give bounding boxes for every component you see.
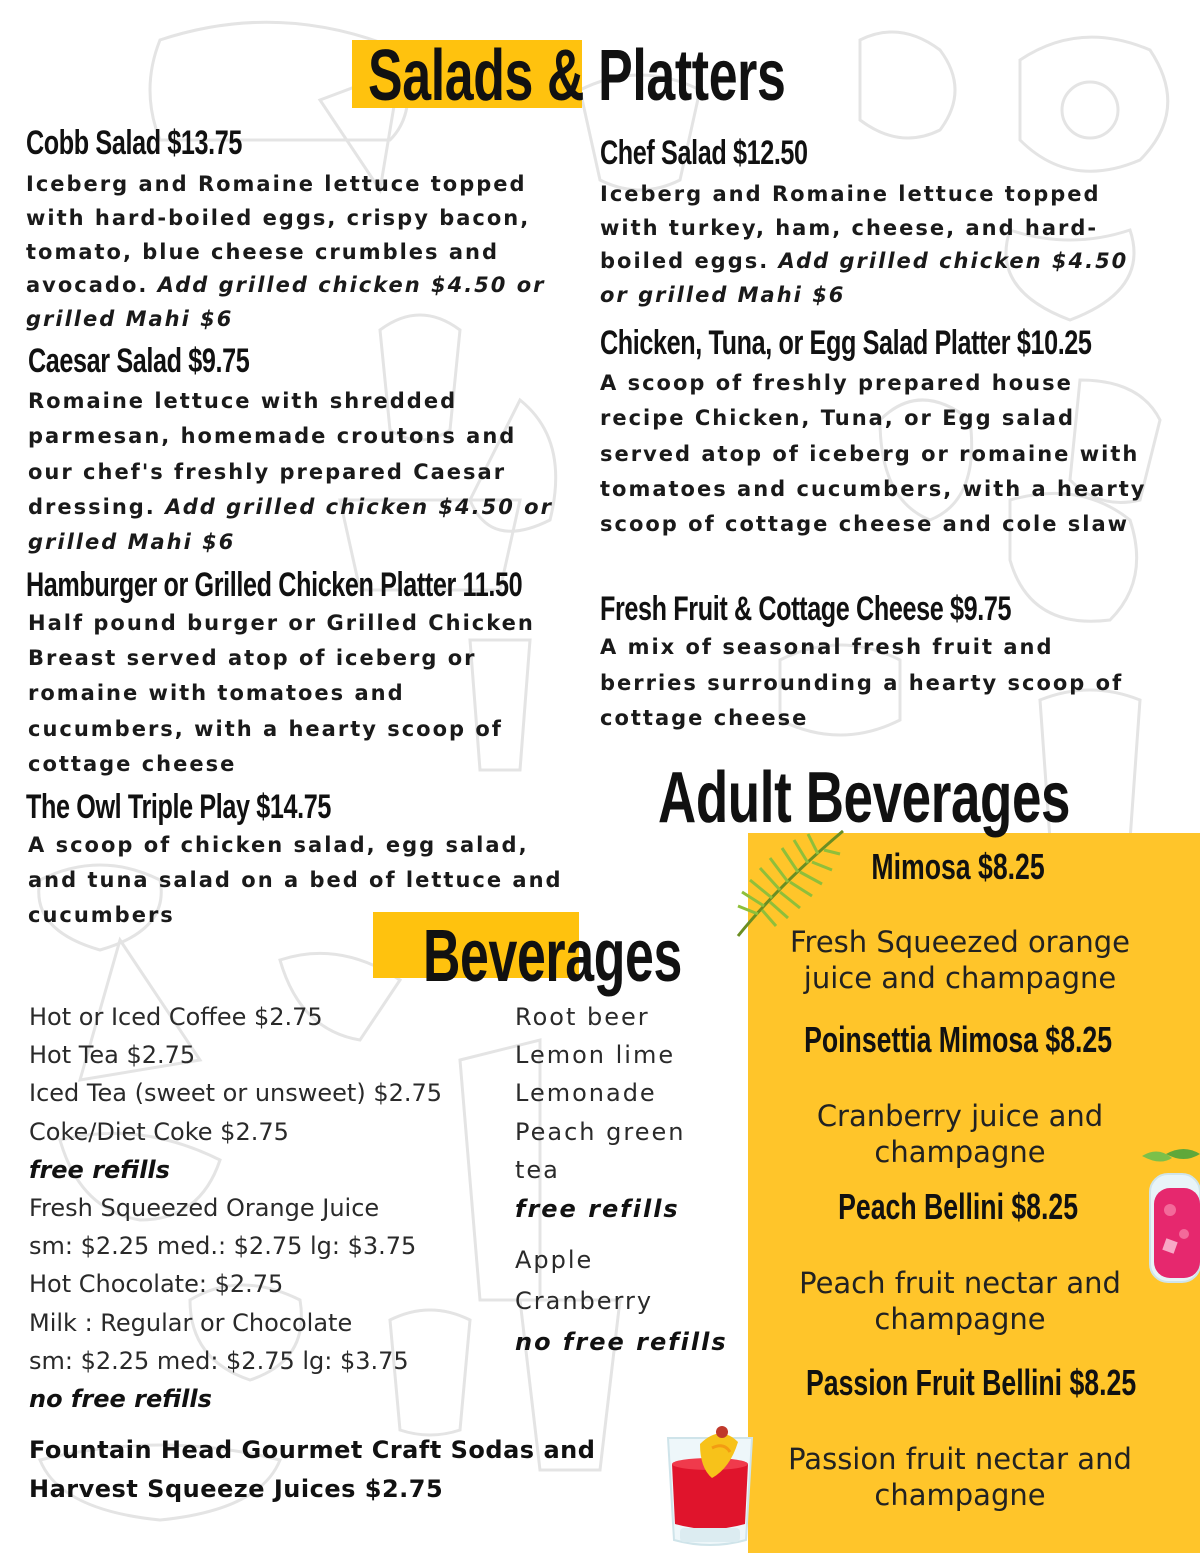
list-item: Milk : Regular or Chocolate	[29, 1308, 353, 1337]
menu-item	[28, 342, 568, 560]
drink-name: Peach Bellini $8.25	[838, 1186, 1078, 1227]
item-title: Chicken, Tuna, or Egg Salad Platter $10.25	[600, 324, 1092, 362]
list-item: Cranberry	[515, 1287, 654, 1315]
menu-item	[600, 590, 1160, 737]
drink-description: Passion fruit nectar and champagne	[788, 1442, 1132, 1512]
item-description: Iceberg and Romaine lettuce topped with hard-boiled eggs, crispy bacon, tomato, blue cheese crumbles and avocado. Add grilled chicken $4.50 or grilled Mahi $6	[26, 172, 546, 332]
list-item: Hot Tea $2.75	[29, 1041, 196, 1070]
fountain-sodas	[29, 1431, 669, 1509]
red-cocktail-icon	[660, 1424, 760, 1550]
menu-item	[600, 134, 1160, 313]
list-item: Lemon lime	[515, 1041, 676, 1070]
menu-item	[26, 124, 566, 337]
item-title: Cobb Salad $13.75	[26, 124, 243, 162]
item-addon: Add grilled chicken $4.50 or grilled Mahi $6	[600, 249, 1129, 308]
menu-item	[600, 324, 1160, 542]
item-title: Caesar Salad $9.75	[28, 342, 250, 380]
beverages-list	[29, 998, 509, 1418]
list-item: sm: $2.25 med: $2.75 lg: $3.75	[29, 1346, 409, 1375]
drink-name: Passion Fruit Bellini $8.25	[806, 1362, 1137, 1403]
drink-description: Fresh Squeezed orange juice and champagne	[789, 925, 1131, 995]
drink-name: Poinsettia Mimosa $8.25	[804, 1019, 1112, 1060]
menu-item	[26, 566, 566, 782]
salads-heading-part2: Platters	[598, 36, 786, 116]
drink-description: Cranberry juice and champagne	[816, 1099, 1104, 1169]
item-description: Half pound burger or Grilled Chicken Breast served atop of iceberg or romaine with tomatoes and cucumbers, with a hearty scoop of cottage cheese	[28, 611, 535, 776]
item-description: A mix of seasonal fresh fruit and berries surrounding a hearty scoop of cottage cheese	[600, 635, 1124, 730]
item-title: Hamburger or Grilled Chicken Platter 11.50	[26, 566, 523, 604]
pink-cocktail-icon	[1138, 1144, 1200, 1290]
item-description: Iceberg and Romaine lettuce topped with turkey, ham, cheese, and hard-boiled eggs. Add grilled chicken $4.50 or grilled Mahi $6	[600, 182, 1129, 308]
adult-beverages-heading: Adult Beverages	[658, 758, 1071, 838]
refill-note: no free refills	[29, 1385, 212, 1414]
sodas-list	[515, 998, 745, 1229]
menu-item	[26, 788, 566, 933]
list-item: tea	[515, 1155, 560, 1184]
fountain-line: Harvest Squeeze Juices $2.75	[29, 1475, 444, 1503]
item-description: A scoop of freshly prepared house recipe Chicken, Tuna, or Egg salad served atop of iceberg or romaine with tomatoes and cucumbers, with a hearty scoop of cottage cheese and cole slaw	[600, 371, 1147, 537]
item-addon: Add grilled chicken $4.50 or grilled Mahi $6	[28, 494, 553, 555]
fountain-line: Fountain Head Gourmet Craft Sodas and	[29, 1436, 596, 1464]
item-title: Chef Salad $12.50	[600, 134, 808, 172]
drink-name: Mimosa $8.25	[871, 846, 1045, 887]
list-item: Peach green	[515, 1117, 686, 1146]
salads-heading-part1: Salads &	[368, 36, 585, 116]
list-item: Apple	[515, 1246, 594, 1274]
refill-note: free refills	[29, 1155, 170, 1184]
list-item: Root beer	[515, 1003, 650, 1031]
refill-note: no free refills	[515, 1328, 728, 1356]
item-description: Romaine lettuce with shredded parmesan, homemade croutons and our chef's freshly prepared Caesar dressing. Add grilled chicken $4.50 or grilled Mahi $6	[28, 389, 553, 555]
list-item: sm: $2.25 med.: $2.75 lg: $3.75	[29, 1232, 417, 1261]
beverages-heading: Beverages	[423, 914, 682, 997]
list-item: Hot Chocolate: $2.75	[29, 1270, 284, 1299]
list-item: Fresh Squeezed Orange Juice	[29, 1194, 380, 1223]
juices-list	[515, 1240, 745, 1363]
item-title: The Owl Triple Play $14.75	[26, 788, 332, 826]
item-description: A scoop of chicken salad, egg salad, and tuna salad on a bed of lettuce and cucumbers	[28, 833, 563, 927]
item-title: Fresh Fruit & Cottage Cheese $9.75	[600, 590, 1012, 628]
list-item: Hot or Iced Coffee $2.75	[29, 1003, 323, 1031]
drink-description: Peach fruit nectar and champagne	[799, 1266, 1121, 1336]
salads-heading	[368, 36, 948, 116]
refill-note: free refills	[515, 1195, 680, 1224]
item-addon: Add grilled chicken $4.50 or grilled Mahi $6	[26, 273, 546, 332]
list-item: Coke/Diet Coke $2.75	[29, 1117, 289, 1146]
list-item: Lemonade	[515, 1079, 657, 1108]
list-item: Iced Tea (sweet or unsweet) $2.75	[29, 1079, 443, 1108]
